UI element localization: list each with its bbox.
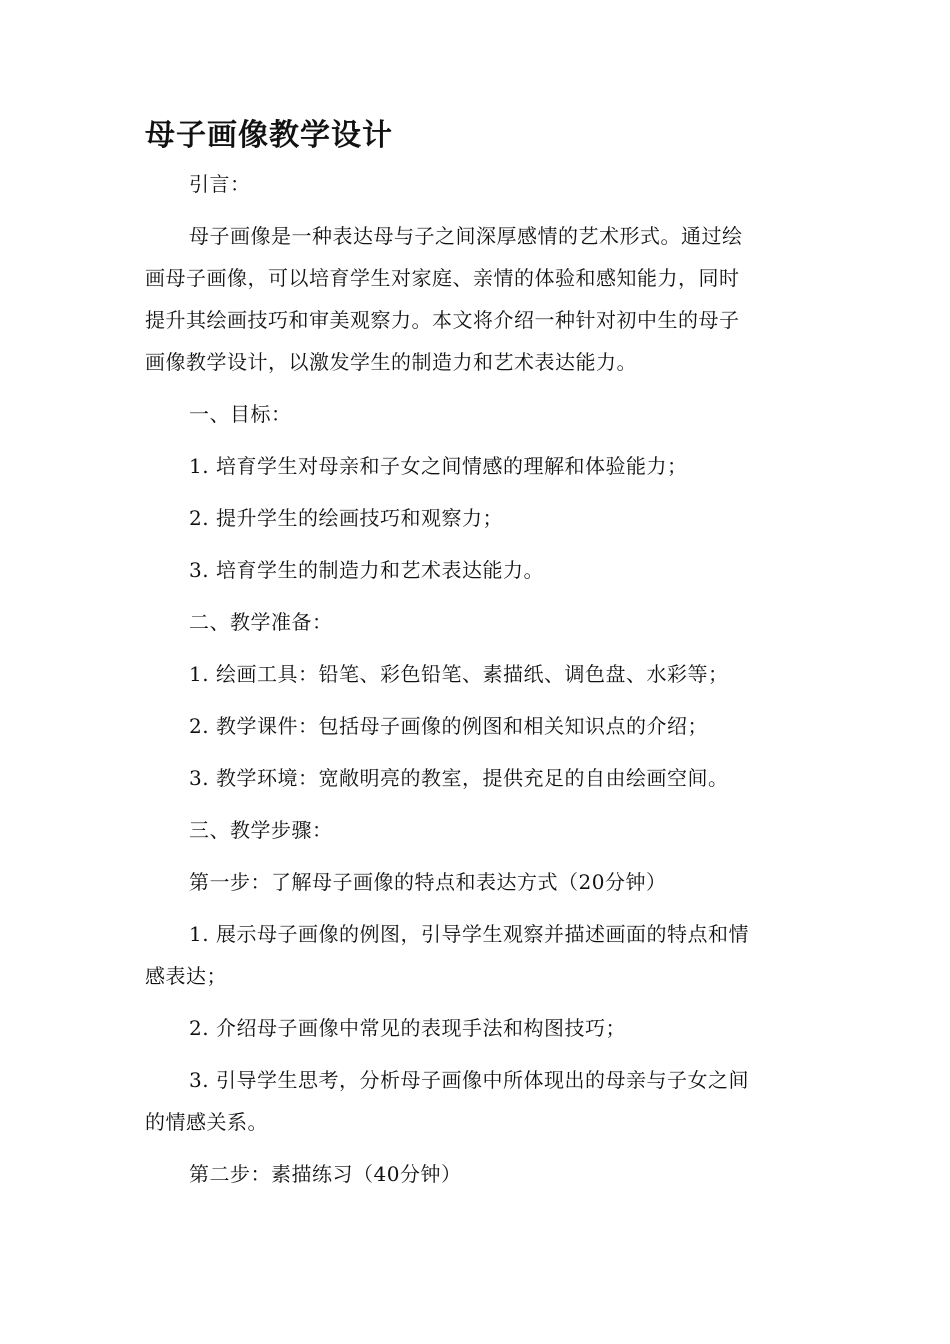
preparation-item: 2. 教学课件：包括母子画像的例图和相关知识点的介绍； bbox=[189, 714, 708, 738]
step1-item bbox=[145, 1059, 807, 1143]
document-body bbox=[145, 163, 807, 1205]
step2-heading: 第二步：素描练习（40分钟） bbox=[189, 1162, 462, 1186]
step1-item-line: 感表达； bbox=[145, 964, 227, 988]
goal-item: 2. 提升学生的绘画技巧和观察力； bbox=[189, 506, 503, 530]
section-heading-preparation: 二、教学准备： bbox=[189, 610, 333, 634]
intro-line: 母子画像是一种表达母与子之间深厚感情的艺术形式。通过绘 bbox=[189, 224, 743, 248]
step1-heading: 第一步：了解母子画像的特点和表达方式（20分钟） bbox=[189, 870, 667, 894]
intro-paragraph bbox=[145, 215, 807, 383]
intro-heading: 引言： bbox=[189, 172, 251, 196]
intro-line: 提升其绘画技巧和审美观察力。本文将介绍一种针对初中生的母子 bbox=[145, 308, 740, 332]
preparation-item: 1. 绘画工具：铅笔、彩色铅笔、素描纸、调色盘、水彩等； bbox=[189, 662, 729, 686]
section-heading-steps: 三、教学步骤： bbox=[189, 818, 333, 842]
section-heading-goals: 一、目标： bbox=[189, 402, 292, 426]
step1-item-line: 3. 引导学生思考，分析母子画像中所体现出的母亲与子女之间 bbox=[189, 1068, 749, 1092]
goal-item: 3. 培育学生的制造力和艺术表达能力。 bbox=[189, 558, 544, 582]
document-title: 母子画像教学设计 bbox=[145, 118, 393, 153]
step1-item: 2. 介绍母子画像中常见的表现手法和构图技巧； bbox=[189, 1016, 626, 1040]
step1-item-line: 1. 展示母子画像的例图，引导学生观察并描述画面的特点和情 bbox=[189, 922, 749, 946]
goal-item: 1. 培育学生对母亲和子女之间情感的理解和体验能力； bbox=[189, 454, 688, 478]
step1-item bbox=[145, 913, 807, 997]
step1-item-line: 的情感关系。 bbox=[145, 1110, 268, 1134]
intro-line: 画像教学设计，以激发学生的制造力和艺术表达能力。 bbox=[145, 350, 637, 374]
intro-line: 画母子画像，可以培育学生对家庭、亲情的体验和感知能力，同时 bbox=[145, 266, 740, 290]
preparation-item: 3. 教学环境：宽敞明亮的教室，提供充足的自由绘画空间。 bbox=[189, 766, 729, 790]
